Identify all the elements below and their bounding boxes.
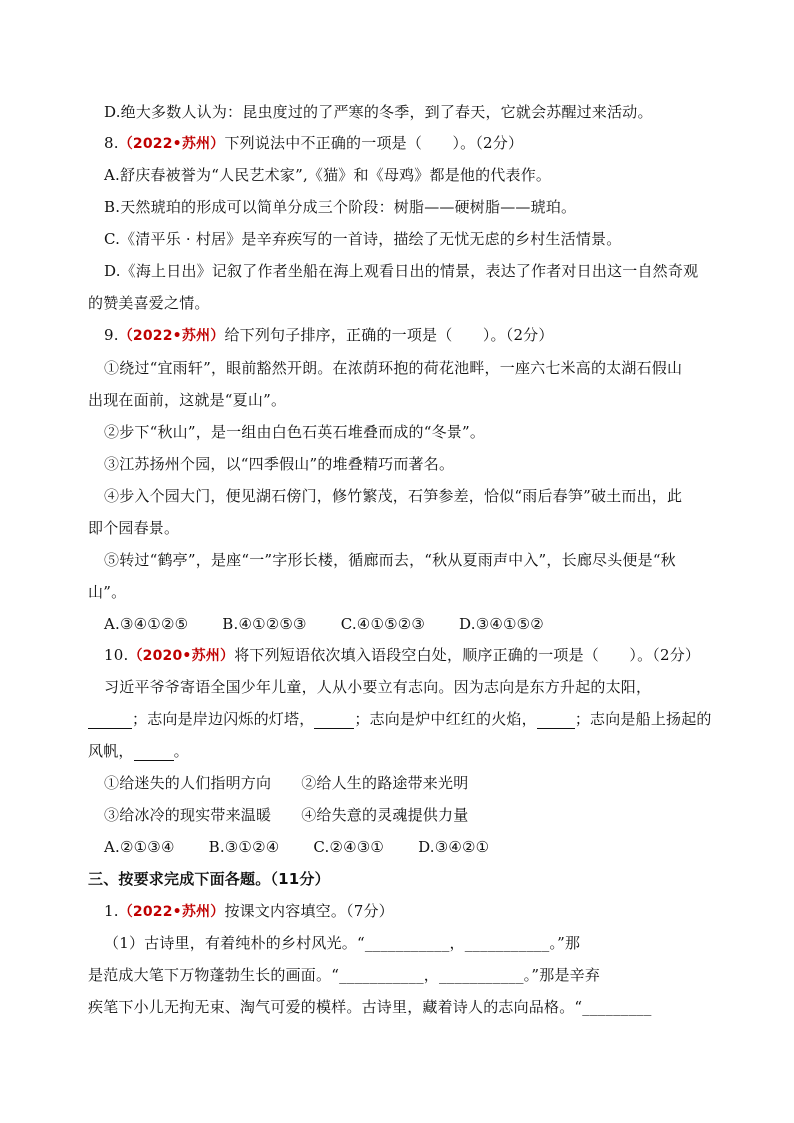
s3q1-source-tag: （2022•苏州） bbox=[118, 904, 225, 920]
q10-stem-text: 将下列短语依次填入语段空白处，顺序正确的一项是（ ）。（2分） bbox=[234, 646, 701, 664]
q10-stem bbox=[104, 645, 700, 666]
s3q1-number: 1. bbox=[104, 902, 119, 920]
q9-options bbox=[104, 614, 544, 634]
q9-stem bbox=[104, 325, 554, 346]
q8-option-a: A.舒庆春被誉为“人民艺术家”,《猫》和《母鸡》都是他的代表作。 bbox=[104, 166, 552, 184]
s3q1-stem-text: 按课文内容填空。（7分） bbox=[224, 902, 394, 920]
q10-choice-2: ②给人生的路途带来光明 bbox=[301, 774, 469, 792]
q8-option-c: C.《清平乐 · 村居》是辛弃疾写的一首诗，描绘了无忧无虑的乡村生活情景。 bbox=[104, 230, 622, 248]
q10-number: 10. bbox=[104, 646, 129, 664]
q10-option-b: B.③①②④ bbox=[208, 838, 280, 856]
q10-passage-text: 风帆， bbox=[88, 742, 134, 760]
q9-sentence-4-line2: 即个园春景。 bbox=[88, 519, 180, 537]
q10-passage-line1: 习近平爷爷寄语全国少年儿童，人从小要立有志向。因为志向是东方升起的太阳， bbox=[104, 678, 652, 696]
q9-sentence-5-line1: ⑤转过“鹤亭”，是座“一”字形长楼，循廊而去，“秋从夏雨声中入”，长廊尽头便是“秋 bbox=[104, 551, 676, 569]
q9-stem-text: 给下列句子排序，正确的一项是（ ）。（2分） bbox=[224, 326, 554, 344]
q10-option-d: D.③④②① bbox=[418, 838, 490, 856]
q9-sentence-1-line1: ①绕过“宜雨轩”，眼前豁然开朗。在浓荫环抱的荷花池畔，一座六七米高的太湖石假山 bbox=[104, 359, 683, 377]
q9-sentence-3: ③江苏扬州个园，以“四季假山”的堆叠精巧而著名。 bbox=[104, 455, 455, 473]
q10-source-tag: （2020•苏州） bbox=[128, 648, 235, 664]
q10-passage-text: ；志向是岸边闪烁的灯塔， bbox=[132, 710, 315, 728]
q9-option-c: C.④①⑤②③ bbox=[340, 615, 426, 633]
s3q1-stem bbox=[104, 901, 394, 922]
s3q1-fill-line1[interactable]: （1）古诗里，有着纯朴的乡村风光。“___________，___________。”那 bbox=[104, 934, 581, 952]
q10-options bbox=[104, 837, 489, 857]
q8-source-tag: （2022•苏州） bbox=[118, 136, 225, 152]
q10-choice-1: ①给迷失的人们指明方向 bbox=[104, 774, 272, 792]
q9-option-a: A.③④①②⑤ bbox=[104, 615, 189, 633]
answer-blank[interactable] bbox=[88, 712, 132, 729]
answer-blank[interactable] bbox=[134, 744, 174, 761]
q8-option-b: B.天然琥珀的形成可以简单分成三个阶段：树脂——硬树脂——琥珀。 bbox=[104, 198, 577, 216]
q10-choices-row2 bbox=[104, 805, 468, 825]
q9-sentence-1-line2: 出现在面前，这就是“夏山”。 bbox=[88, 391, 287, 409]
answer-blank[interactable] bbox=[537, 712, 575, 729]
q8-number: 8. bbox=[104, 134, 119, 152]
q8-option-d-line2: 的赞美喜爱之情。 bbox=[88, 294, 210, 312]
q10-option-a: A.②①③④ bbox=[104, 838, 175, 856]
q9-option-b: B.④①②⑤③ bbox=[222, 615, 307, 633]
q9-number: 9. bbox=[104, 326, 119, 344]
q10-passage-text: ；志向是船上扬起的 bbox=[574, 710, 712, 728]
answer-blank[interactable] bbox=[314, 712, 354, 729]
q10-passage-line3 bbox=[88, 741, 189, 761]
section-3-heading: 三、按要求完成下面各题。（11分） bbox=[88, 870, 330, 888]
q9-option-d: D.③④①⑤② bbox=[459, 615, 544, 633]
s3q1-fill-line2[interactable]: 是范成大笔下万物蓬勃生长的画面。“___________，___________。”那是辛弃 bbox=[88, 966, 601, 984]
q8-stem bbox=[104, 133, 523, 154]
q9-sentence-2: ②步下“秋山”，是一组由白色石英石堆叠而成的“冬景”。 bbox=[104, 423, 486, 441]
q8-option-d-line1: D.《海上日出》记叙了作者坐船在海上观看日出的情景，表达了作者对日出这一自然奇观 bbox=[104, 262, 699, 280]
q10-passage-line2 bbox=[88, 709, 712, 729]
q10-option-c: C.②④③① bbox=[313, 838, 385, 856]
q8-stem-text: 下列说法中不正确的一项是（ ）。（2分） bbox=[224, 134, 524, 152]
q9-sentence-4-line1: ④步入个园大门，便见湖石傍门，修竹繁茂，石笋参差，恰似“雨后春笋”破土而出，此 bbox=[104, 487, 683, 505]
q9-source-tag: （2022•苏州） bbox=[118, 328, 225, 344]
q9-sentence-5-line2: 山”。 bbox=[88, 583, 127, 601]
q10-passage-text: ；志向是炉中红红的火焰， bbox=[354, 710, 537, 728]
q10-passage-text: 。 bbox=[173, 742, 189, 760]
q10-choice-4: ④给失意的灵魂提供力量 bbox=[301, 806, 469, 824]
q10-choices-row1 bbox=[104, 773, 468, 793]
q7-option-d: D.绝大多数人认为：昆虫度过的了严寒的冬季，到了春天，它就会苏醒过来活动。 bbox=[104, 103, 653, 121]
s3q1-fill-line3[interactable]: 疾笔下小儿无拘无束、淘气可爱的模样。古诗里，藏着诗人的志向品格。“_________ bbox=[88, 998, 652, 1016]
q10-choice-3: ③给冰冷的现实带来温暖 bbox=[104, 806, 272, 824]
